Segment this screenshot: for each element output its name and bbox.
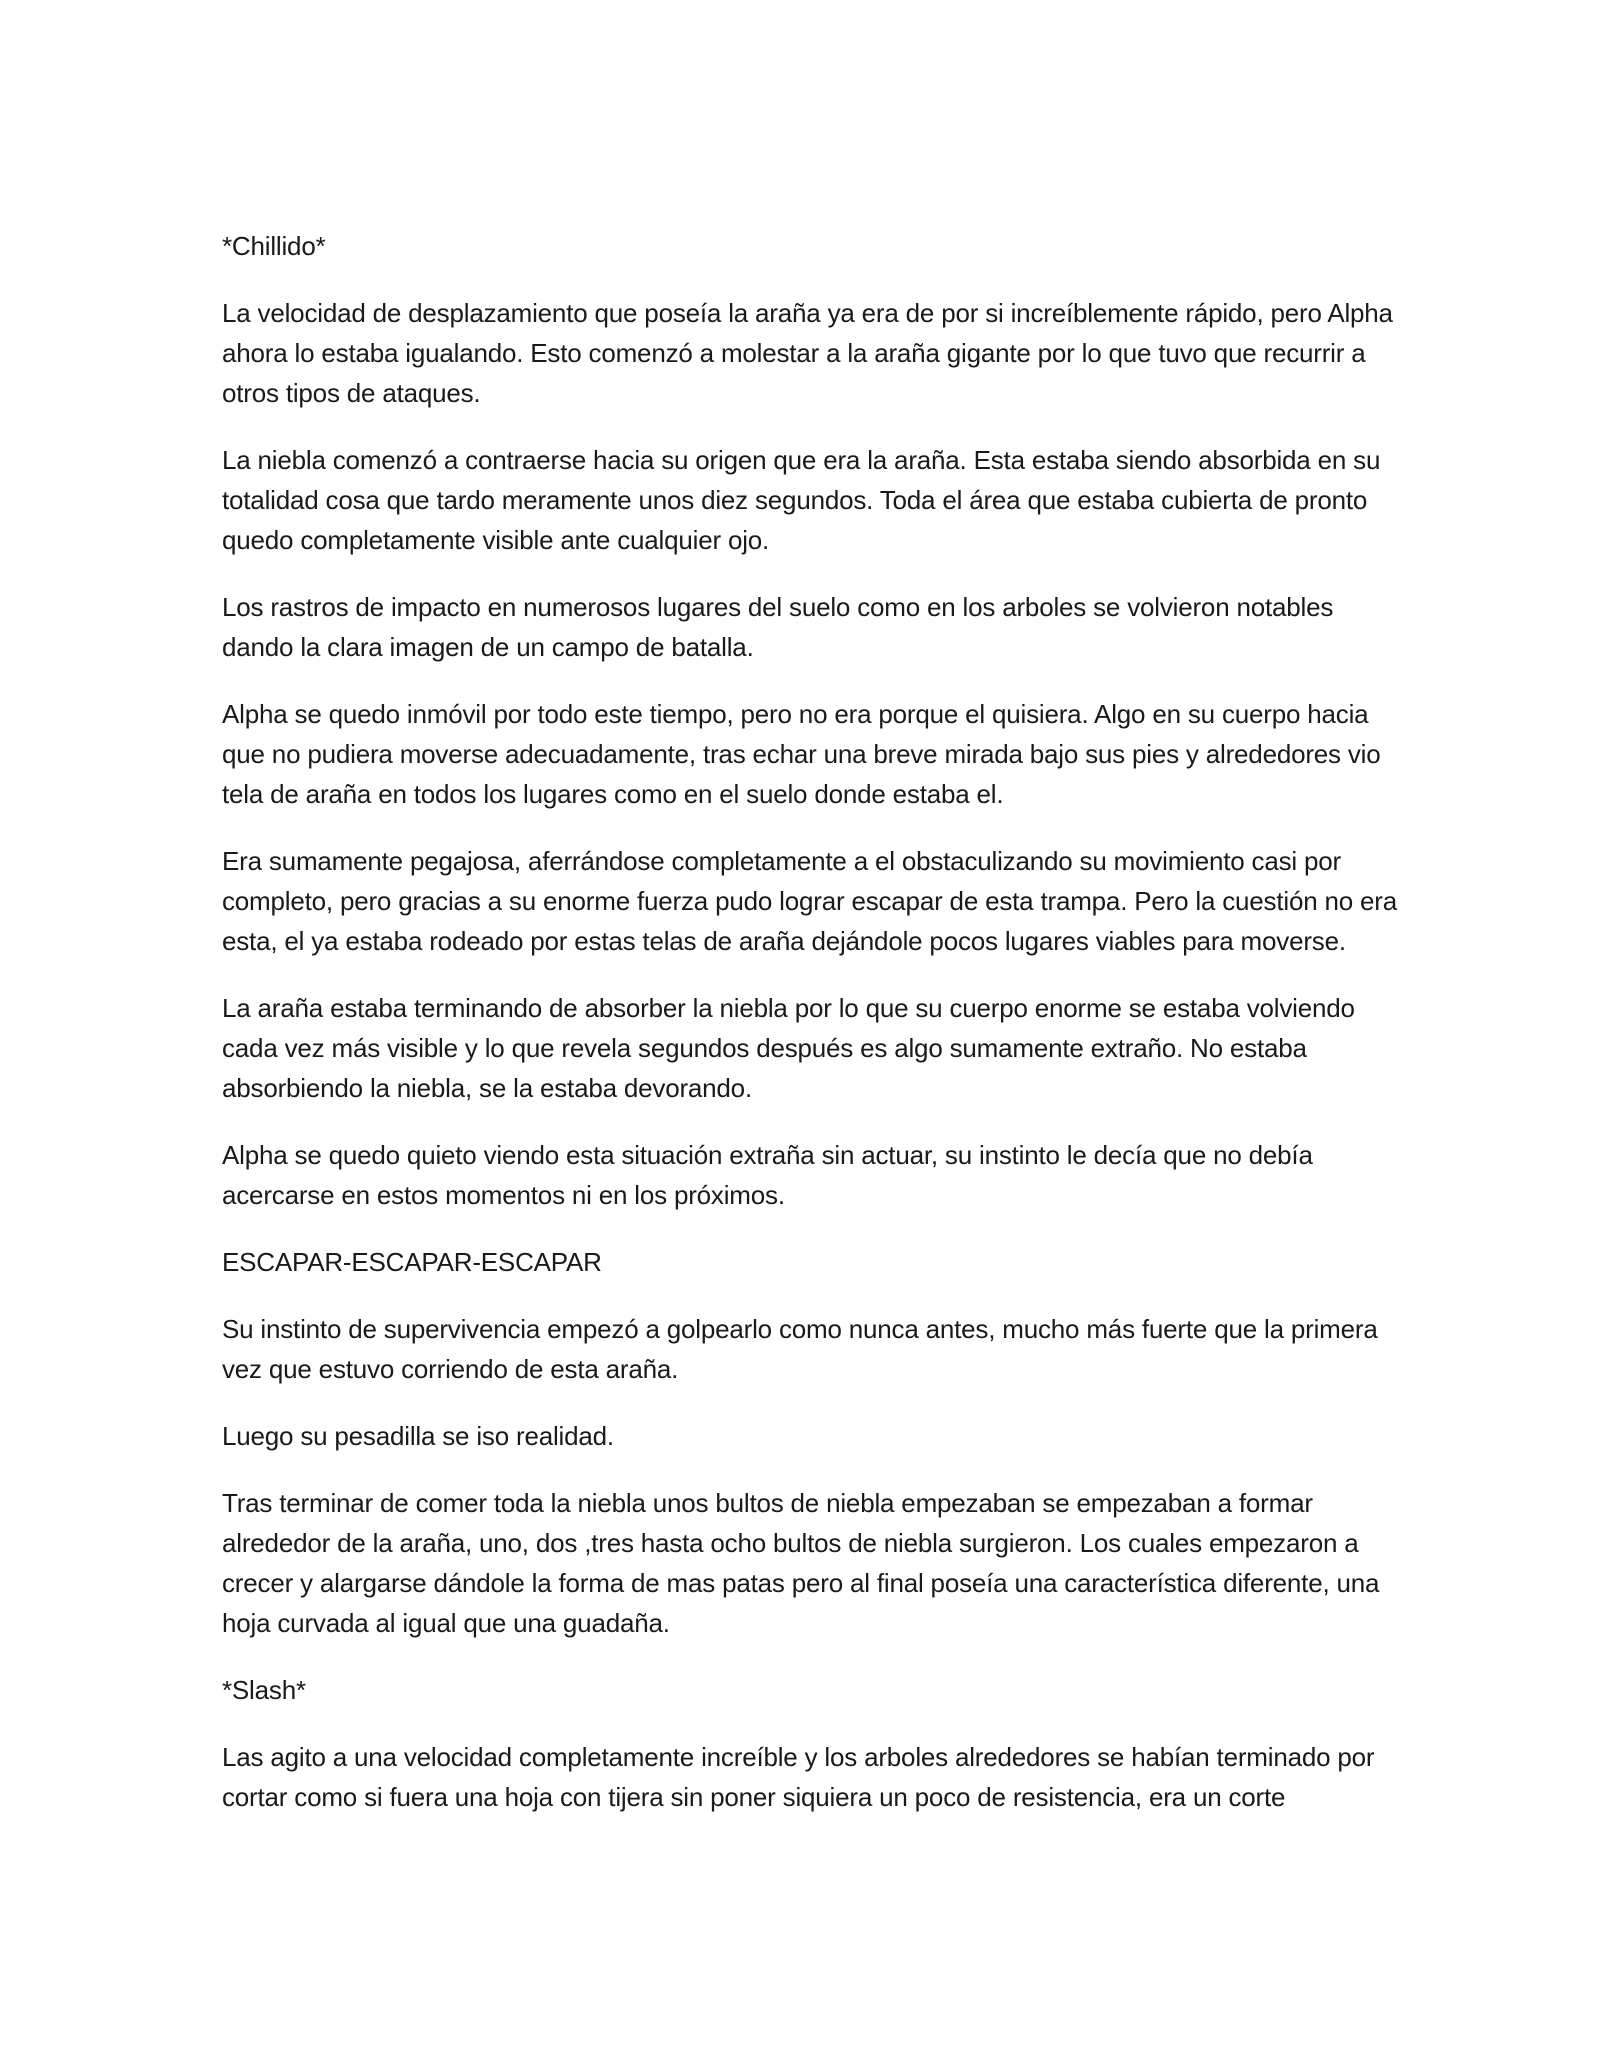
paragraph-6: Era sumamente pegajosa, aferrándose completamente a el obstaculizando su movimiento casi por completo, pero gracias a su enorme fuerza pudo lograr escapar de esta trampa. Pero la cuestión no era esta, el ya estaba rodeado por estas telas de araña dejándole pocos lugares viables para moverse. bbox=[222, 846, 1398, 956]
document-body bbox=[222, 226, 1402, 1844]
paragraph-3: La niebla comenzó a contraerse hacia su origen que era la araña. Esta estaba siendo absorbida en su totalidad cosa que tardo meramente unos diez segundos. Toda el área que estaba cubierta de pronto quedo completamente visible ante cualquier ojo. bbox=[222, 445, 1381, 555]
paragraph-8: Alpha se quedo quieto viendo esta situación extraña sin actuar, su instinto le decía que no debía acercarse en estos momentos ni en los próximos. bbox=[222, 1140, 1313, 1210]
paragraph-7: La araña estaba terminando de absorber la niebla por lo que su cuerpo enorme se estaba volviendo cada vez más visible y lo que revela segundos después es algo sumamente extraño. No estaba absorbiendo la niebla, se la estaba devorando. bbox=[222, 993, 1355, 1103]
paragraph-2: La velocidad de desplazamiento que poseía la araña ya era de por si increíblemente rápido, pero Alpha ahora lo estaba igualando. Esto comenzó a molestar a la araña gigante por lo que tuvo que recurrir a otros tipos de ataques. bbox=[222, 298, 1393, 408]
paragraph-5: Alpha se quedo inmóvil por todo este tiempo, pero no era porque el quisiera. Algo en su cuerpo hacia que no pudiera moverse adecuadamente, tras echar una breve mirada bajo sus pies y alrededores vio tela de araña en todos los lugares como en el suelo donde estaba el. bbox=[222, 699, 1381, 809]
paragraph-10: Su instinto de supervivencia empezó a golpearlo como nunca antes, mucho más fuerte que la primera vez que estuvo corriendo de esta araña. bbox=[222, 1314, 1378, 1384]
paragraph-1: *Chillido* bbox=[222, 231, 326, 261]
paragraph-4: Los rastros de impacto en numerosos lugares del suelo como en los arboles se volvieron notables dando la clara imagen de un campo de batalla. bbox=[222, 592, 1334, 662]
paragraph-13: *Slash* bbox=[222, 1675, 306, 1705]
paragraph-14: Las agito a una velocidad completamente increíble y los arboles alrededores se habían terminado por cortar como si fuera una hoja con tijera sin poner siquiera un poco de resistencia, era un corte bbox=[222, 1742, 1375, 1812]
paragraph-9: ESCAPAR-ESCAPAR-ESCAPAR bbox=[222, 1247, 602, 1277]
paragraph-12: Tras terminar de comer toda la niebla unos bultos de niebla empezaban se empezaban a formar alrededor de la araña, uno, dos ,tres hasta ocho bultos de niebla surgieron. Los cuales empezaron a crecer y alargarse dándole la forma de mas patas pero al final poseía una característica diferente, una hoja curvada al igual que una guadaña. bbox=[222, 1488, 1380, 1638]
paragraph-11: Luego su pesadilla se iso realidad. bbox=[222, 1421, 614, 1451]
